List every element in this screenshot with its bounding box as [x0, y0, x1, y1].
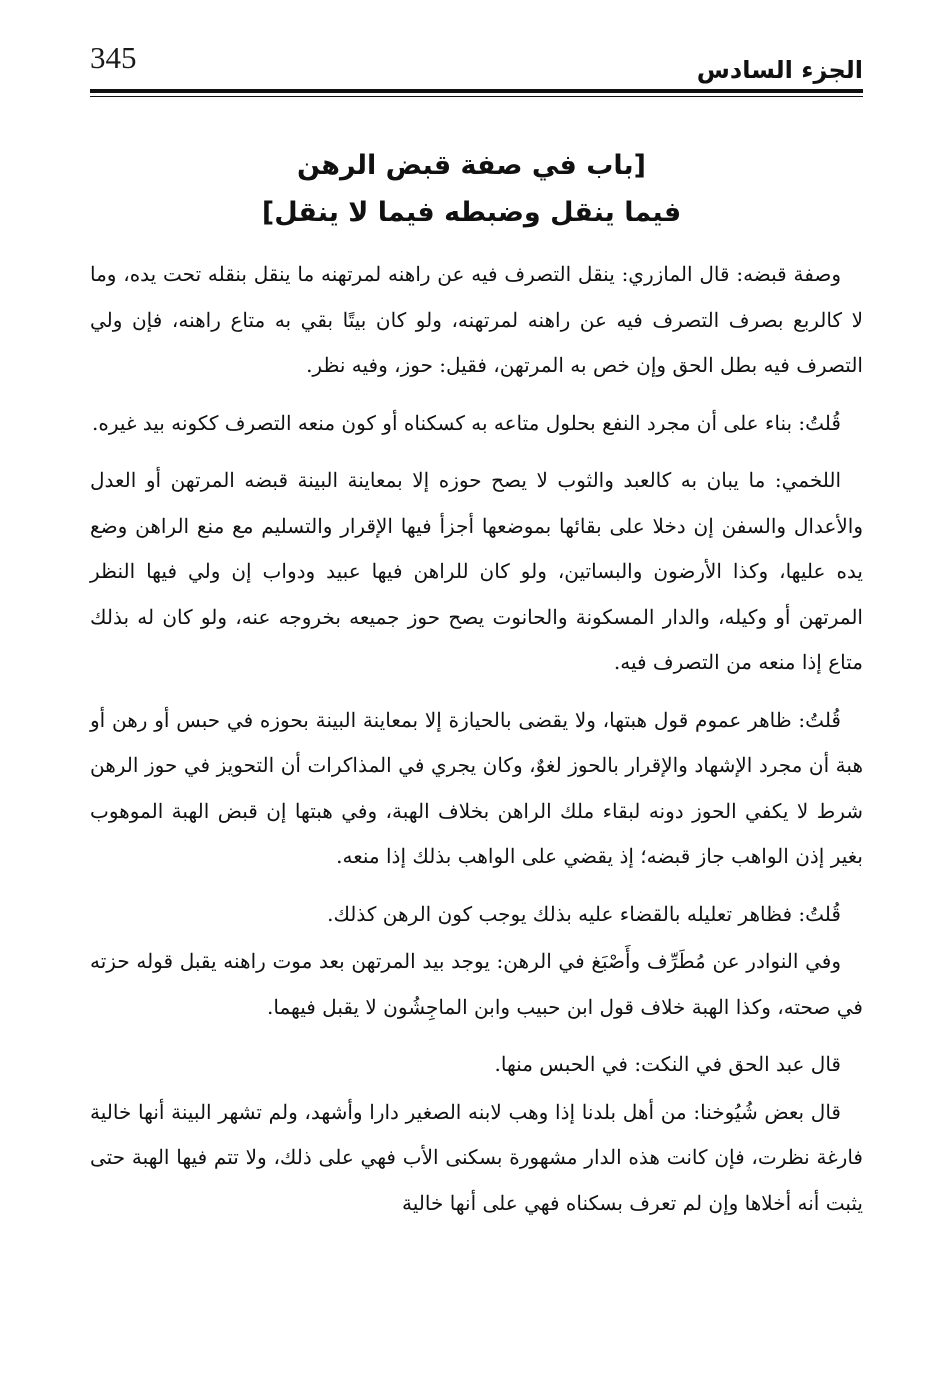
- chapter-heading-line-2: فيما ينقل وضبطه فيما لا ينقل]: [261, 197, 682, 228]
- paragraph-5: قُلتُ: فظاهر تعليله بالقضاء عليه بذلك يوجب كون الرهن كذلك.: [327, 901, 841, 926]
- page-number: 345: [90, 40, 137, 75]
- chapter-heading-line-1: [باب في صفة قبض الرهن: [297, 150, 646, 181]
- running-title: الجزء السادس: [696, 56, 863, 84]
- paragraph-6: وفي النوادر عن مُطَرِّف وأَصْبَغ في الرهن: يوجد بيد المرتهن بعد موت راهنه يقبل قوله حزته في صحته، وكذا الهبة خلاف قول ابن حبيب وابن الماجِشُون لا يقبل فيهما.: [90, 949, 863, 1019]
- paragraph-3: اللخمي: ما يبان به كالعبد والثوب لا يصح حوزه إلا بمعاينة البينة قبضه المرتهن أو العدل والأعدال والسفن إن دخلا على بقائها بموضعها أجزأ فيها الإقرار والتسليم مع منع الراهن وضع يده عليها، وكذا الأرضون والبساتين، ولو كان للراهن فيها عبيد ودواب إن ولي فيها النظر المرتهن أو وكيله، والدار المسكونة والحانوت يصح حوز جميعه بخروجه عنه، ولو كان له بذلك متاع إذا منعه من التصرف فيه.: [90, 468, 863, 674]
- paragraph-4: قُلتُ: ظاهر عموم قول هبتها، ولا يقضى بالحيازة إلا بمعاينة البينة بحوزه في حبس أو رهن أو هبة أن مجرد الإشهاد والإقرار بالحوز لغوٌ، وكان يجري في المذاكرات أن التحويز في حوز الرهن شرط لا يكفي الحوز دونه لبقاء ملك الراهن بخلاف الهبة، وفي هبتها إن قبض الهبة الموهوب بغير إذن الواهب جاز قبضه؛ إذ يقضي على الواهب بذلك إذا منعه.: [90, 707, 863, 868]
- page-header: [90, 38, 863, 88]
- header-rule-thick: [90, 89, 863, 93]
- paragraph-8: قال بعض شُيُوخنا: من أهل بلدنا إذا وهب لابنه الصغير دارا وأشهد، ولم تشهر البينة أنها خالية فارغة نظرت، فإن كانت هذه الدار مشهورة بسكنى الأب فهي على ذلك، ولا تتم فيها الهبة حتى يثبت أنه أخلاها وإن لم تعرف بسكناه فهي على أنها خالية: [90, 1099, 863, 1215]
- chapter-heading: [80, 142, 863, 236]
- paragraph-2: قُلتُ: بناء على أن مجرد النفع بحلول متاعه به كسكناه أو كون منعه التصرف ككونه بيد غيره.: [92, 410, 841, 435]
- body-text: [90, 252, 863, 1238]
- header-rule-thin: [90, 96, 863, 97]
- paragraph-7: قال عبد الحق في النكت: في الحبس منها.: [494, 1052, 841, 1076]
- paragraph-1: وصفة قبضه: قال المازري: ينقل التصرف فيه عن راهنه لمرتهنه ما ينقل بنقله تحت يده، وما لا كالربع بصرف التصرف فيه عن راهنه لمرتهنه، ولو كان بيتًا بقي به متاع راهنه، فإن ولي التصرف فيه بطل الحق وإن خص به المرتهن، فقيل: حوز، وفيه نظر.: [90, 262, 863, 377]
